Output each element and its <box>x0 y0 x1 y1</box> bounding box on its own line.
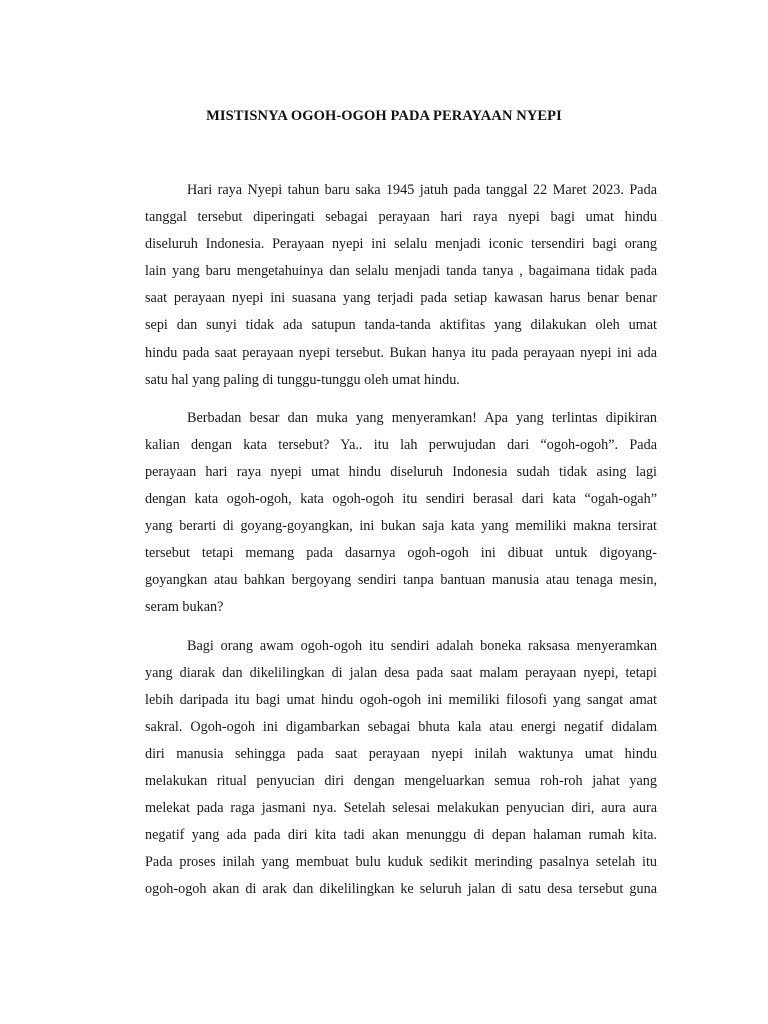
text-line: Berbadan besar dan muka yang menyeramkan! Apa yang terlintas dipikiran <box>187 409 657 426</box>
paragraph-3 <box>145 633 657 904</box>
text-line: diri manusia sehingga pada saat perayaan nyepi inilah waktunya umat hindu <box>145 745 657 762</box>
text-line: diseluruh Indonesia. Perayaan nyepi ini selalu menjadi iconic tersendiri bagi orang <box>145 236 657 253</box>
text-line: sepi dan sunyi tidak ada satupun tanda-tanda aktifitas yang dilakukan oleh umat <box>145 317 657 334</box>
paragraph-1 <box>145 177 657 394</box>
text-line: yang berarti di goyang-goyangkan, ini bukan saja kata yang memiliki makna tersirat <box>145 518 657 535</box>
text-line: satu hal yang paling di tunggu-tunggu oleh umat hindu. <box>145 371 460 388</box>
text-line: Bagi orang awam ogoh-ogoh itu sendiri adalah boneka raksasa menyeramkan <box>187 637 657 654</box>
text-line: tersebut tetapi memang pada dasarnya ogoh-ogoh ini dibuat untuk digoyang- <box>145 545 657 562</box>
text-line: negatif yang ada pada diri kita tadi akan menunggu di depan halaman rumah kita. <box>145 827 657 844</box>
text-line: yang diarak dan dikelilingkan di jalan desa pada saat malam perayaan nyepi, tetapi <box>145 664 657 681</box>
text-line: lebih daripada itu bagi umat hindu ogoh-ogoh ini memiliki filosofi yang sangat amat <box>145 691 657 708</box>
text-line: lain yang baru mengetahuinya dan selalu menjadi tanda tanya , bagaimana tidak pada <box>145 263 657 280</box>
text-line: tanggal tersebut diperingati sebagai perayaan hari raya nyepi bagi umat hindu <box>145 209 657 226</box>
text-line: Pada proses inilah yang membuat bulu kuduk sedikit merinding pasalnya setelah itu <box>145 854 657 871</box>
text-line: perayaan hari raya nyepi umat hindu diseluruh Indonesia sudah tidak asing lagi <box>145 463 657 480</box>
text-line: ogoh-ogoh akan di arak dan dikelilingkan ke seluruh jalan di satu desa tersebut guna <box>145 881 657 898</box>
text-line: seram bukan? <box>145 599 224 616</box>
text-line: goyangkan atau bahkan bergoyang sendiri tanpa bantuan manusia atau tenaga mesin, <box>145 572 657 589</box>
text-line: hindu pada saat perayaan nyepi tersebut. Bukan hanya itu pada perayaan nyepi ini ada <box>145 344 657 361</box>
text-line: dengan kata ogoh-ogoh, kata ogoh-ogoh itu sendiri berasal dari kata “ogah-ogah” <box>145 491 657 508</box>
document-title: MISTISNYA OGOH-OGOH PADA PERAYAAN NYEPI <box>206 108 562 124</box>
text-line: sakral. Ogoh-ogoh ini digambarkan sebagai bhuta kala atau energi negatif didalam <box>145 718 657 735</box>
text-line: Hari raya Nyepi tahun baru saka 1945 jatuh pada tanggal 22 Maret 2023. Pada <box>187 182 657 198</box>
paragraph-2 <box>145 405 657 622</box>
document-body <box>145 177 657 914</box>
text-line: melakukan ritual penyucian diri dengan mengeluarkan semua roh-roh jahat yang <box>145 772 657 789</box>
text-line: melekat pada raga jasmani nya. Setelah selesai melakukan penyucian diri, aura aura <box>145 800 657 817</box>
text-line: saat perayaan nyepi ini suasana yang terjadi pada setiap kawasan harus benar benar <box>145 290 657 307</box>
text-line: kalian dengan kata tersebut? Ya.. itu lah perwujudan dari “ogoh-ogoh”. Pada <box>145 436 657 453</box>
